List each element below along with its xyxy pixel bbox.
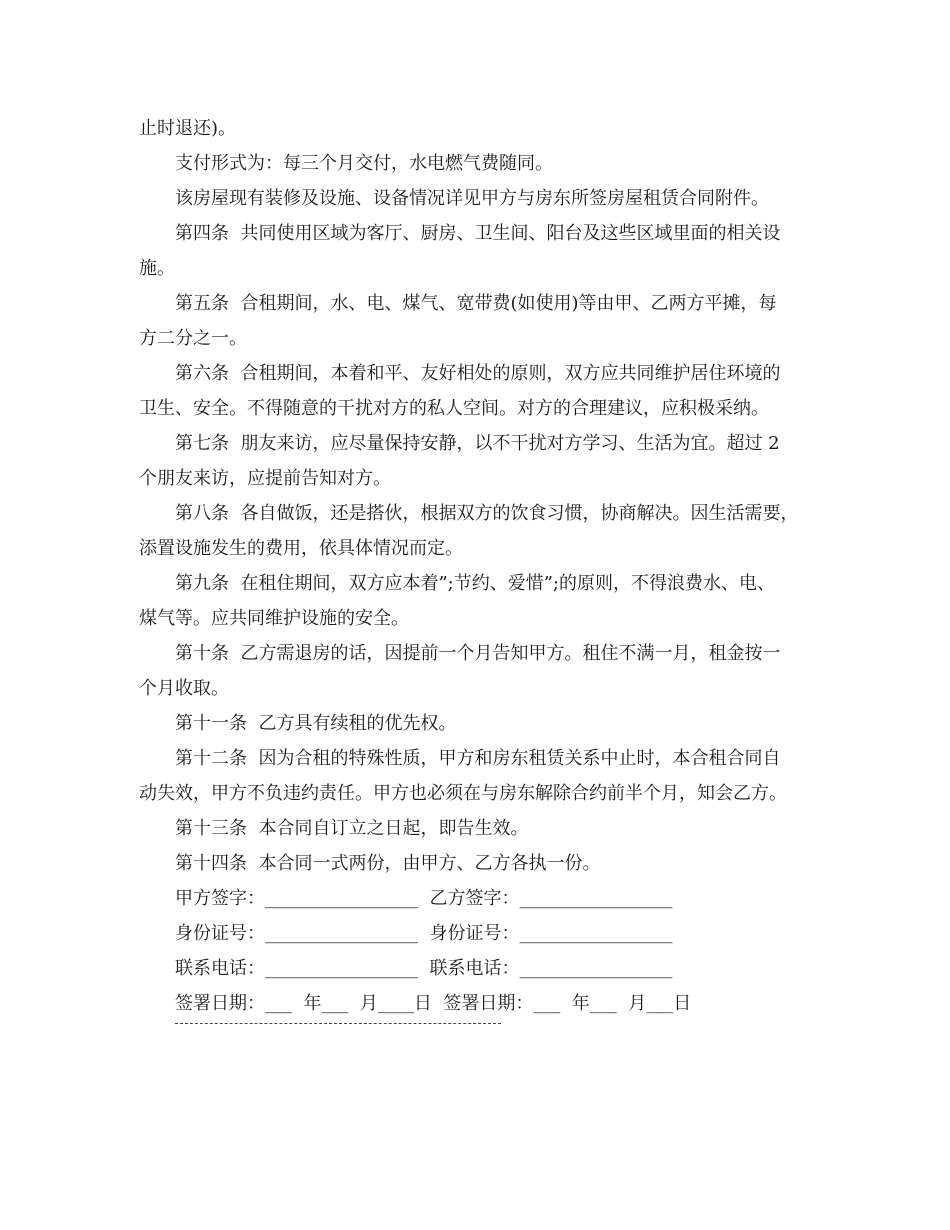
signature-row: 签署日期：___ 年___ 月____日 签署日期：___ 年___ 月___日 bbox=[175, 993, 692, 1014]
contract-line: 第五条 合租期间，水、电、煤气、宽带费(如使用)等由甲、乙两方平摊，每 bbox=[175, 293, 777, 314]
contract-line: 第七条 朋友来访，应尽量保持安静，以不干扰对方学习、生活为宜。超过 2 bbox=[175, 433, 780, 454]
contract-line: 该房屋现有装修及设施、设备情况详见甲方与房东所签房屋租赁合同附件。 bbox=[175, 188, 769, 209]
contract-line: 止时退还)。 bbox=[139, 118, 237, 139]
contract-line: 施。 bbox=[139, 258, 175, 279]
contract-line: 第十三条 本合同自订立之日起，即告生效。 bbox=[175, 818, 529, 839]
contract-line: 添置设施发生的费用，依具体情况而定。 bbox=[139, 538, 463, 559]
contract-line: 第十二条 因为合租的特殊性质，甲方和房东租赁关系中止时，本合租合同自 bbox=[175, 748, 781, 769]
contract-line: 个月收取。 bbox=[139, 678, 229, 699]
contract-line: 方二分之一。 bbox=[139, 328, 247, 349]
contract-line: 第四条 共同使用区域为客厅、厨房、卫生间、阳台及这些区域里面的相关设 bbox=[175, 223, 781, 244]
contract-line: 支付形式为：每三个月交付，水电燃气费随同。 bbox=[175, 153, 553, 174]
contract-page bbox=[139, 111, 819, 1024]
contract-line: 第八条 各自做饭，还是搭伙，根据双方的饮食习惯，协商解决。因生活需要， bbox=[175, 503, 799, 524]
contract-line: 动失效，甲方不负违约责任。甲方也必须在与房东解除合约前半个月，知会乙方。 bbox=[139, 783, 787, 804]
contract-line: 第六条 合租期间，本着和平、友好相处的原则，双方应共同维护居住环境的 bbox=[175, 363, 781, 384]
contract-line: 第九条 在租住期间，双方应本着”;节约、爱惜”;的原则，不得浪费水、电、 bbox=[175, 573, 775, 594]
contract-line: 卫生、安全。不得随意的干扰对方的私人空间。对方的合理建议，应积极采纳。 bbox=[139, 398, 769, 419]
contract-line: 第十条 乙方需退房的话，因提前一个月告知甲方。租住不满一月，租金按一 bbox=[175, 643, 781, 664]
contract-body bbox=[139, 111, 819, 881]
contract-line: 第十一条 乙方具有续租的优先权。 bbox=[175, 713, 457, 734]
bottom-divider bbox=[175, 1023, 501, 1024]
contract-line: 煤气等。应共同维护设施的安全。 bbox=[139, 608, 409, 629]
signature-row: 甲方签字：_________________ 乙方签字：_________________ bbox=[175, 888, 673, 909]
signature-block bbox=[139, 881, 819, 1021]
signature-row: 身份证号：_________________ 身份证号：_________________ bbox=[175, 923, 673, 944]
contract-line: 第十四条 本合同一式两份，由甲方、乙方各执一份。 bbox=[175, 853, 601, 874]
signature-row: 联系电话：_________________ 联系电话：_________________ bbox=[175, 958, 673, 979]
contract-line: 个朋友来访，应提前告知对方。 bbox=[139, 468, 391, 489]
